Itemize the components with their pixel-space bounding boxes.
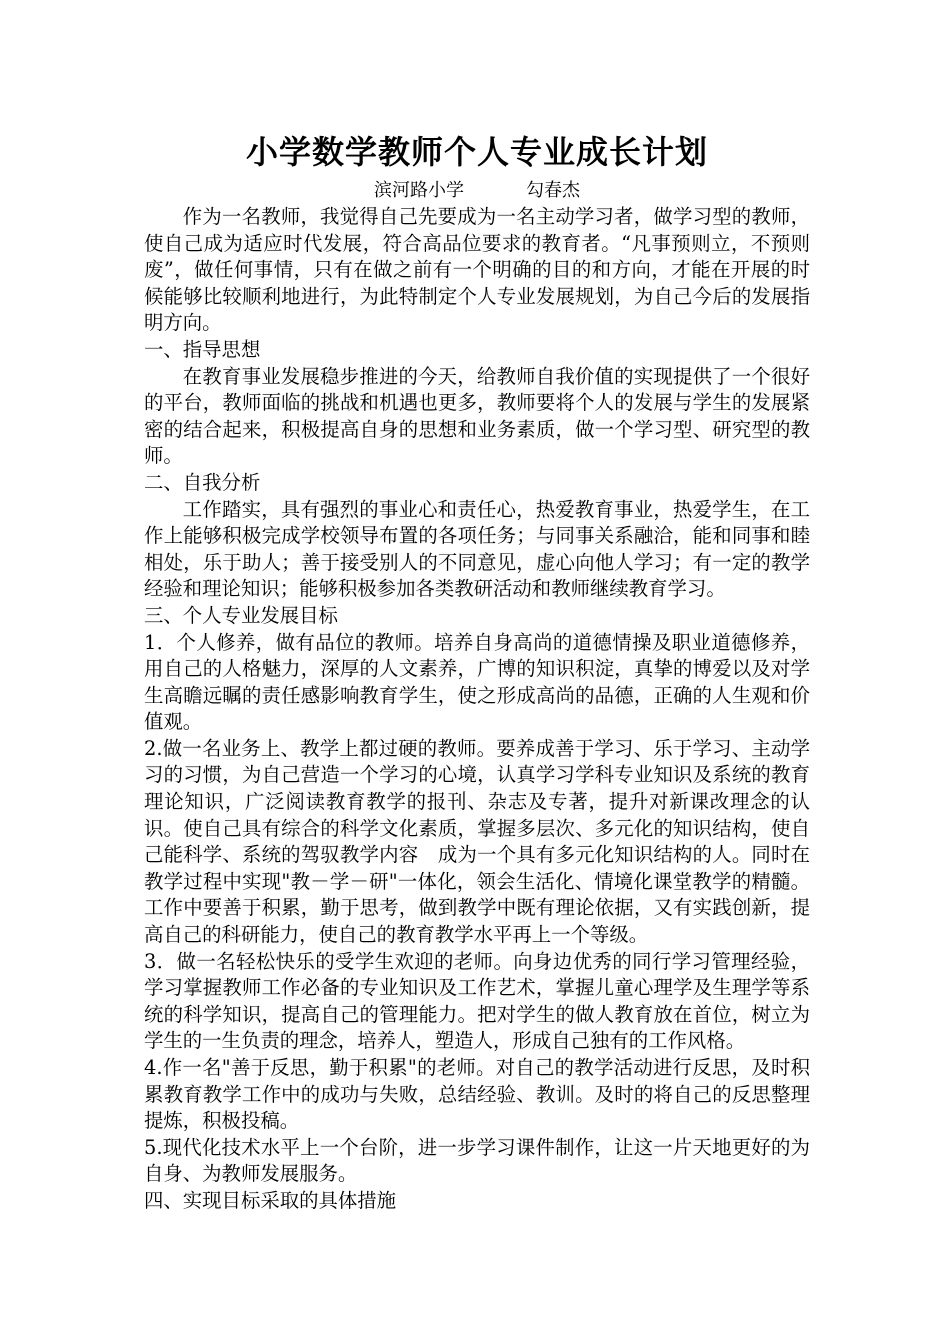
section-heading-measures: 四、实现目标采取的具体措施 xyxy=(144,1188,397,1212)
intro-paragraph: 作为一名教师，我觉得自己先要成为一名主动学习者，做学习型的教师，使自己成为适应时代发展，符合高品位要求的教育者。“凡事预则立，不预则废”，做任何事情，只有在做之前有一个明确的目的和方向，才能在开展的时候能够比较顺利地进行，为此特制定个人专业发展规划，为自己今后的发展指明方向。 xyxy=(144,205,810,335)
goal-item-3: 3．做一名轻松快乐的受学生欢迎的老师。向身边优秀的同行学习管理经验，学习掌握教师工作必备的专业知识及工作艺术，掌握儿童心理学及生理学等系统的科学知识，提高自己的管理能力。把对学生的做人教育放在首位，树立为学生的一生负责的理念，培养人，塑造人，形成自己独有的工作风格。 xyxy=(144,949,810,1053)
guiding-thought-paragraph: 在教育事业发展稳步推进的今天，给教师自我价值的实现提供了一个很好的平台，教师面临的挑战和机遇也更多，教师要将个人的发展与学生的发展紧密的结合起来，积极提高自身的思想和业务素质，做一个学习型、研究型的教师。 xyxy=(144,364,810,468)
section-heading-goals: 三、个人专业发展目标 xyxy=(144,603,338,627)
byline xyxy=(144,178,810,204)
section-heading-guiding-thought: 一、指导思想 xyxy=(144,337,261,361)
goal-item-4: 4.作一名"善于反思，勤于积累"的老师。对自己的教学活动进行反思，及时积累教育教学工作中的成功与失败，总结经验、教训。及时的将自己的反思整理提炼，积极投稿。 xyxy=(144,1056,810,1133)
goal-item-5: 5.现代化技术水平上一个台阶，进一步学习课件制作，让这一片天地更好的为自身、为教师发展服务。 xyxy=(144,1135,810,1186)
self-analysis-paragraph: 工作踏实，具有强烈的事业心和责任心，热爱教育事业，热爱学生，在工作上能够积极完成学校领导布置的各项任务；与同事关系融洽，能和同事和睦相处，乐于助人；善于接受别人的不同意见，虚心向他人学习；有一定的教学经验和理论知识；能够积极参加各类教研活动和教师继续教育学习。 xyxy=(144,497,810,601)
school-name: 滨河路小学 xyxy=(374,180,464,201)
goal-item-1: 1．个人修养，做有品位的教师。培养自身高尚的道德情操及职业道德修养，用自己的人格魅力，深厚的人文素养，广博的知识积淀，真挚的博爱以及对学生高瞻远瞩的责任感影响教育学生，使之形成高尚的品德，正确的人生观和价值观。 xyxy=(144,630,810,734)
document-title: 小学数学教师个人专业成长计划 xyxy=(245,133,708,171)
section-heading-self-analysis: 二、自我分析 xyxy=(144,470,261,494)
document-page xyxy=(144,126,810,1215)
goal-item-2: 2.做一名业务上、教学上都过硬的教师。要养成善于学习、乐于学习、主动学习的习惯，为自己营造一个学习的心境，认真学习学科专业知识及系统的教育理论知识，广泛阅读教育教学的报刊、杂志及专著，提升对新课改理念的认识。使自己具有综合的科学文化素质，掌握多层次、多元化的知识结构，使自己能科学、系统的驾驭教学内容 成为一个具有多元化知识结构的人。同时在教学过程中实现"教－学－研"一体化，领会生活化、情境化课堂教学的精髓。工作中要善于积累，勤于思考，做到教学中既有理论依据，又有实践创新，提高自己的科研能力，使自己的教育教学水平再上一个等级。 xyxy=(144,736,810,947)
author-name: 勾春杰 xyxy=(526,180,580,201)
